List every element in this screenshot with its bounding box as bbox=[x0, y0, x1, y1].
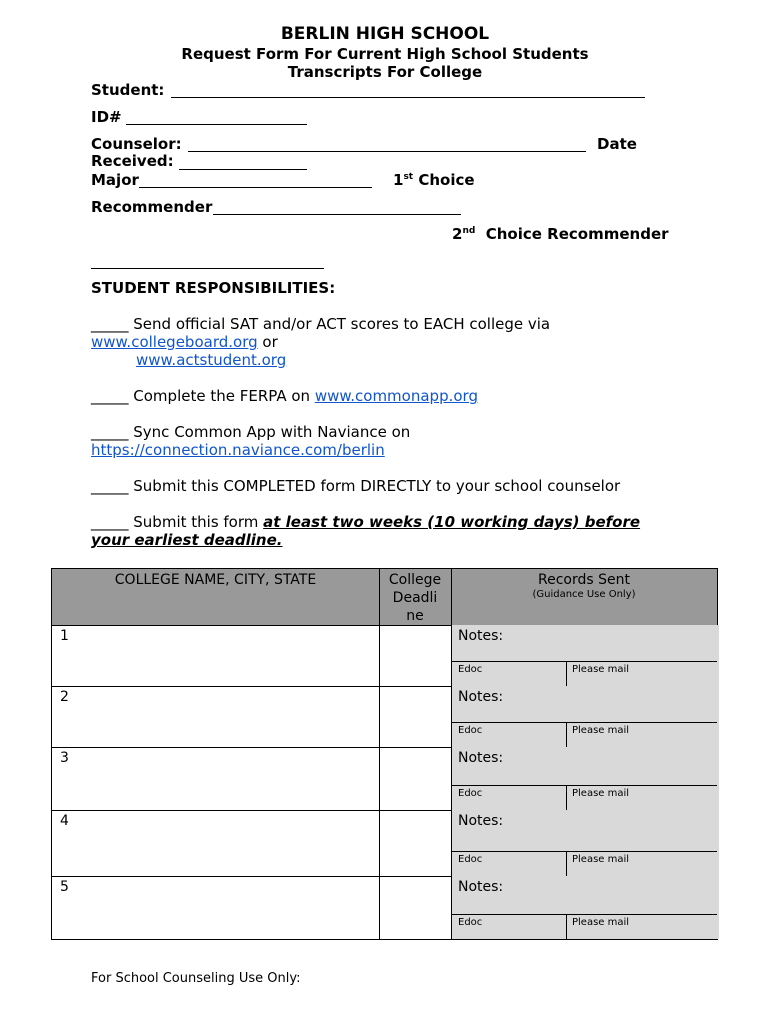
deadline-cell[interactable] bbox=[379, 747, 451, 810]
please-mail-label[interactable]: Please mail bbox=[572, 917, 630, 928]
deadline-emphasis-1: at least two weeks (10 working days) before bbox=[263, 513, 641, 531]
footer-note: For School Counseling Use Only: bbox=[91, 971, 301, 986]
header-left-divider bbox=[51, 569, 52, 625]
collegeboard-link[interactable]: www.collegeboard.org bbox=[91, 333, 258, 351]
page-title: BERLIN HIGH SCHOOL bbox=[280, 24, 490, 44]
commonapp-link[interactable]: www.commonapp.org bbox=[314, 387, 478, 405]
notes-label: Notes: bbox=[458, 750, 504, 766]
student-label: Student: bbox=[91, 81, 165, 99]
naviance-link[interactable]: https://connection.naviance.com/berlin bbox=[91, 441, 385, 459]
second-choice-label bbox=[452, 225, 669, 243]
recommender-label: Recommender bbox=[91, 198, 213, 216]
received-line[interactable] bbox=[179, 169, 307, 170]
first-choice-label bbox=[393, 171, 475, 189]
deadline-cell[interactable] bbox=[379, 876, 451, 939]
deadline-cell[interactable] bbox=[379, 625, 451, 686]
edoc-label[interactable]: Edoc bbox=[458, 788, 483, 799]
please-mail-label[interactable]: Please mail bbox=[572, 664, 630, 675]
row-number: 4 bbox=[60, 813, 69, 829]
college-table bbox=[51, 568, 718, 940]
first-choice-text: Choice bbox=[418, 171, 475, 189]
please-mail-label[interactable]: Please mail bbox=[572, 788, 630, 799]
resp-item-1 bbox=[91, 315, 691, 369]
col-divider-2 bbox=[451, 569, 452, 939]
counselor-line[interactable] bbox=[188, 151, 586, 152]
notes-divider bbox=[451, 785, 717, 786]
header-college-name-text: COLLEGE NAME, CITY, STATE bbox=[114, 572, 317, 588]
subtitle-request: Request Form For Current High School Students bbox=[181, 45, 589, 63]
edoc-divider bbox=[566, 785, 567, 810]
please-mail-label[interactable]: Please mail bbox=[572, 854, 630, 865]
notes-label: Notes: bbox=[458, 813, 504, 829]
resp-item-3-text: Sync Common App with Naviance on bbox=[133, 423, 411, 441]
header-records-sent bbox=[451, 569, 717, 625]
resp-item-1-or: or bbox=[257, 333, 278, 351]
college-name-cell[interactable] bbox=[52, 686, 379, 747]
edoc-divider bbox=[566, 851, 567, 876]
subtitle-transcripts: Transcripts For College bbox=[287, 63, 483, 81]
notes-divider bbox=[451, 914, 717, 915]
counselor-label: Counselor: bbox=[91, 135, 182, 153]
edoc-divider bbox=[566, 661, 567, 686]
row-number: 1 bbox=[60, 628, 69, 644]
row-number: 5 bbox=[60, 879, 69, 895]
college-name-cell[interactable] bbox=[52, 625, 379, 686]
resp-blank-1[interactable]: _____ bbox=[91, 315, 129, 333]
resp-item-4 bbox=[91, 477, 620, 495]
edoc-divider bbox=[566, 722, 567, 747]
notes-label: Notes: bbox=[458, 628, 504, 644]
resp-blank-2[interactable]: _____ bbox=[91, 387, 129, 405]
records-cell bbox=[451, 625, 719, 686]
date-label: Date bbox=[597, 135, 637, 153]
resp-item-2-text: Complete the FERPA on bbox=[133, 387, 315, 405]
notes-divider bbox=[451, 661, 717, 662]
header-deadline bbox=[379, 569, 451, 625]
col-divider-1 bbox=[379, 569, 380, 939]
resp-blank-3[interactable]: _____ bbox=[91, 423, 129, 441]
row-number: 2 bbox=[60, 689, 69, 705]
id-line[interactable] bbox=[126, 124, 307, 125]
header-deadline-text: College Deadli ne bbox=[388, 572, 442, 624]
resp-blank-5[interactable]: _____ bbox=[91, 513, 129, 531]
resp-item-3 bbox=[91, 423, 410, 459]
edoc-label[interactable]: Edoc bbox=[458, 854, 483, 865]
edoc-label[interactable]: Edoc bbox=[458, 725, 483, 736]
actstudent-link[interactable]: www.actstudent.org bbox=[136, 351, 287, 369]
resp-item-5 bbox=[91, 513, 711, 549]
records-cell bbox=[451, 747, 719, 810]
deadline-cell[interactable] bbox=[379, 810, 451, 876]
edoc-label[interactable]: Edoc bbox=[458, 664, 483, 675]
id-label: ID# bbox=[91, 108, 122, 126]
notes-label: Notes: bbox=[458, 689, 504, 705]
edoc-label[interactable]: Edoc bbox=[458, 917, 483, 928]
second-choice-num: 2 bbox=[452, 225, 463, 243]
notes-divider bbox=[451, 722, 717, 723]
records-cell bbox=[451, 686, 719, 747]
second-choice-text: Choice Recommender bbox=[485, 225, 669, 243]
responsibilities-heading: STUDENT RESPONSIBILITIES: bbox=[91, 279, 336, 297]
second-choice-line[interactable] bbox=[91, 268, 324, 269]
student-line[interactable] bbox=[171, 97, 645, 98]
received-label: Received: bbox=[91, 152, 174, 170]
college-name-cell[interactable] bbox=[52, 876, 379, 939]
edoc-divider bbox=[566, 914, 567, 939]
resp-blank-4[interactable]: _____ bbox=[91, 477, 129, 495]
first-choice-num: 1 bbox=[393, 171, 404, 189]
records-cell bbox=[451, 876, 719, 939]
row-number: 3 bbox=[60, 750, 69, 766]
second-choice-sup: nd bbox=[462, 226, 476, 236]
first-choice-sup: st bbox=[403, 172, 414, 182]
please-mail-label[interactable]: Please mail bbox=[572, 725, 630, 736]
records-cell bbox=[451, 810, 719, 876]
college-name-cell[interactable] bbox=[52, 810, 379, 876]
college-name-cell[interactable] bbox=[52, 747, 379, 810]
header-records-sent-text: Records Sent bbox=[538, 572, 630, 588]
resp-item-4-text: Submit this COMPLETED form DIRECTLY to your school counselor bbox=[133, 477, 621, 495]
recommender-line[interactable] bbox=[213, 214, 461, 215]
major-label: Major bbox=[91, 171, 139, 189]
header-records-sent-sub: (Guidance Use Only) bbox=[532, 589, 636, 600]
resp-item-2 bbox=[91, 387, 478, 405]
notes-divider bbox=[451, 851, 717, 852]
notes-label: Notes: bbox=[458, 879, 504, 895]
resp-item-5-text: Submit this form bbox=[133, 513, 264, 531]
major-line[interactable] bbox=[139, 187, 372, 188]
resp-item-1-text: Send official SAT and/or ACT scores to EACH college via bbox=[133, 315, 551, 333]
header-college-name bbox=[52, 569, 379, 625]
deadline-cell[interactable] bbox=[379, 686, 451, 747]
deadline-emphasis-2: your earliest deadline. bbox=[91, 531, 283, 549]
